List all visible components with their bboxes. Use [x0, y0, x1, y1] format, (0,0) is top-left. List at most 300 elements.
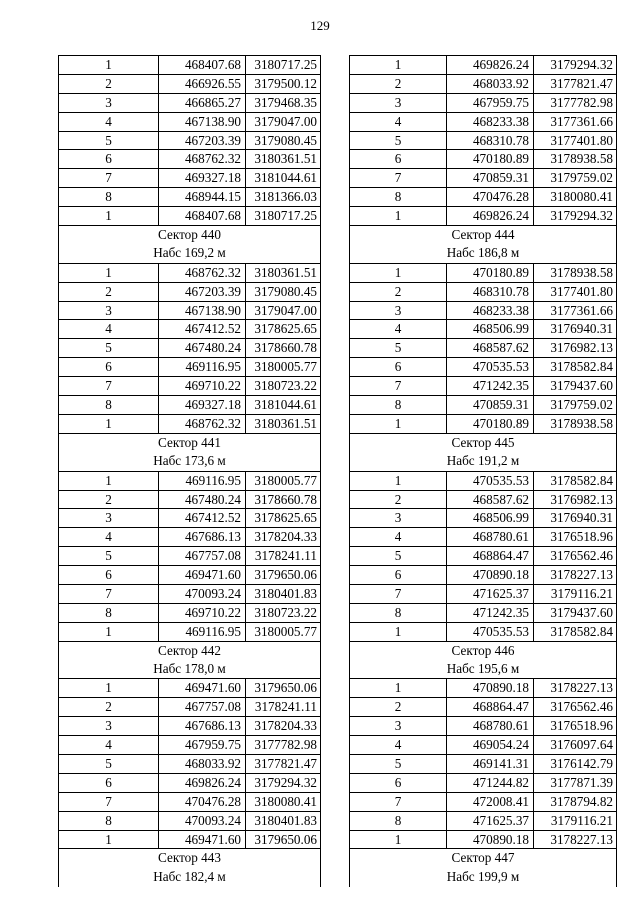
point-number: 2 — [350, 283, 447, 301]
point-number: 6 — [350, 566, 447, 584]
y-coordinate: 3176562.46 — [550, 699, 613, 715]
y-coordinate: 3179650.06 — [254, 680, 317, 696]
y-coordinate: 3177361.66 — [550, 113, 613, 129]
y-coordinate: 3177361.66 — [550, 302, 613, 318]
table-row — [349, 113, 617, 132]
sector-header — [58, 226, 321, 264]
table-row — [58, 169, 321, 188]
point-number: 1 — [59, 623, 159, 641]
y-coordinate: 3180717.25 — [254, 57, 317, 72]
sector-title: Сектор 447 — [451, 850, 515, 866]
x-coordinate: 467480.24 — [159, 491, 246, 509]
table-row — [58, 585, 321, 604]
y-coordinate: 3181044.61 — [254, 170, 317, 186]
x-coordinate: 470476.28 — [159, 793, 246, 811]
x-coordinate: 468233.38 — [447, 113, 534, 131]
point-number: 5 — [59, 547, 159, 565]
sector-title: Сектор 445 — [451, 434, 515, 450]
sector-header — [58, 434, 321, 472]
x-coordinate: 468762.32 — [159, 150, 246, 168]
table-row — [349, 94, 617, 113]
x-coordinate: 468233.38 — [447, 302, 534, 320]
point-number: 4 — [59, 320, 159, 338]
x-coordinate: 468762.32 — [159, 264, 246, 282]
point-number: 3 — [59, 302, 159, 320]
x-coordinate: 468310.78 — [447, 132, 534, 150]
point-number: 4 — [59, 736, 159, 754]
sector-height: Набс 195,6 м — [446, 661, 520, 677]
point-number: 5 — [350, 132, 447, 150]
point-number: 1 — [350, 623, 447, 641]
table-row — [58, 604, 321, 623]
x-coordinate: 469116.95 — [159, 472, 246, 490]
table-row — [349, 793, 617, 812]
y-coordinate: 3180717.25 — [254, 208, 317, 224]
point-number: 1 — [350, 264, 447, 282]
x-coordinate: 468506.99 — [447, 509, 534, 527]
table-row — [58, 94, 321, 113]
y-coordinate: 3178241.11 — [254, 699, 317, 715]
x-coordinate: 470890.18 — [447, 566, 534, 584]
y-coordinate: 3179759.02 — [550, 170, 613, 186]
point-number: 6 — [350, 150, 447, 168]
sector-header — [349, 434, 617, 472]
table-row — [349, 491, 617, 510]
table-row — [349, 528, 617, 547]
y-coordinate: 3178938.58 — [550, 415, 613, 431]
table-row — [349, 396, 617, 415]
table-row — [349, 132, 617, 151]
point-number: 5 — [350, 755, 447, 773]
y-coordinate: 3177782.98 — [254, 737, 317, 753]
y-coordinate: 3179500.12 — [254, 75, 317, 91]
y-coordinate: 3178204.33 — [254, 529, 317, 545]
table-row — [349, 207, 617, 226]
point-number: 1 — [59, 264, 159, 282]
y-coordinate: 3180361.51 — [254, 264, 317, 280]
y-coordinate: 3177401.80 — [550, 132, 613, 148]
table-row — [349, 339, 617, 358]
point-number: 2 — [59, 283, 159, 301]
table-row — [58, 547, 321, 566]
table-row — [349, 169, 617, 188]
table-row — [58, 698, 321, 717]
x-coordinate: 467686.13 — [159, 717, 246, 735]
table-row — [349, 264, 617, 283]
table-row — [58, 831, 321, 850]
y-coordinate: 3176982.13 — [550, 340, 613, 356]
x-coordinate: 468506.99 — [447, 320, 534, 338]
x-coordinate: 468780.61 — [447, 717, 534, 735]
x-coordinate: 469141.31 — [447, 755, 534, 773]
y-coordinate: 3179437.60 — [550, 378, 613, 394]
x-coordinate: 469327.18 — [159, 169, 246, 187]
point-number: 1 — [350, 679, 447, 697]
table-row — [58, 755, 321, 774]
x-coordinate: 470535.53 — [447, 623, 534, 641]
point-number: 2 — [350, 75, 447, 93]
point-number: 7 — [59, 585, 159, 603]
sector-title: Сектор 440 — [158, 227, 221, 243]
table-row — [349, 812, 617, 831]
table-row — [58, 509, 321, 528]
table-row — [58, 793, 321, 812]
x-coordinate: 466865.27 — [159, 94, 246, 112]
y-coordinate: 3176940.31 — [550, 510, 613, 526]
point-number: 3 — [350, 509, 447, 527]
table-row — [349, 623, 617, 642]
point-number: 3 — [59, 509, 159, 527]
sector-height: Набс 191,2 м — [446, 453, 520, 469]
point-number: 5 — [59, 755, 159, 773]
table-row — [349, 755, 617, 774]
table-row — [58, 623, 321, 642]
point-number: 1 — [350, 831, 447, 849]
sector-title: Сектор 443 — [158, 850, 221, 866]
y-coordinate: 3176940.31 — [550, 321, 613, 337]
x-coordinate: 469054.24 — [447, 736, 534, 754]
point-number: 7 — [350, 377, 447, 395]
x-coordinate: 468310.78 — [447, 283, 534, 301]
y-coordinate: 3180080.41 — [550, 189, 613, 205]
y-coordinate: 3176518.96 — [550, 718, 613, 734]
sector-title: Сектор 446 — [451, 642, 515, 658]
table-row — [58, 302, 321, 321]
point-number: 4 — [350, 528, 447, 546]
table-row — [349, 415, 617, 434]
x-coordinate: 471242.35 — [447, 377, 534, 395]
point-number: 7 — [350, 585, 447, 603]
point-number: 4 — [59, 113, 159, 131]
point-number: 1 — [350, 472, 447, 490]
table-row — [58, 339, 321, 358]
point-number: 4 — [350, 736, 447, 754]
point-number: 3 — [59, 717, 159, 735]
point-number: 8 — [350, 396, 447, 414]
point-number: 4 — [59, 528, 159, 546]
table-row — [58, 188, 321, 207]
x-coordinate: 467203.39 — [159, 132, 246, 150]
table-row — [58, 415, 321, 434]
y-coordinate: 3178625.65 — [254, 510, 317, 526]
y-coordinate: 3180401.83 — [254, 585, 317, 601]
table-row — [58, 566, 321, 585]
table-row — [349, 736, 617, 755]
point-number: 7 — [59, 793, 159, 811]
x-coordinate: 468587.62 — [447, 339, 534, 357]
y-coordinate: 3176518.96 — [550, 529, 613, 545]
point-number: 8 — [59, 604, 159, 622]
x-coordinate: 468033.92 — [447, 75, 534, 93]
x-coordinate: 468407.68 — [159, 207, 246, 225]
y-coordinate: 3179047.00 — [254, 113, 317, 129]
y-coordinate: 3178582.84 — [550, 472, 613, 488]
point-number: 3 — [350, 302, 447, 320]
table-row — [349, 188, 617, 207]
table-row — [349, 56, 617, 75]
table-row — [58, 358, 321, 377]
sector-title: Сектор 441 — [158, 434, 221, 450]
table-row — [58, 56, 321, 75]
x-coordinate: 468407.68 — [159, 56, 246, 74]
sector-height: Набс 173,6 м — [153, 453, 226, 469]
y-coordinate: 3180361.51 — [254, 415, 317, 431]
x-coordinate: 467757.08 — [159, 547, 246, 565]
y-coordinate: 3178204.33 — [254, 718, 317, 734]
x-coordinate: 470180.89 — [447, 415, 534, 433]
y-coordinate: 3178660.78 — [254, 491, 317, 507]
y-coordinate: 3179437.60 — [550, 604, 613, 620]
table-row — [349, 377, 617, 396]
y-coordinate: 3180080.41 — [254, 793, 317, 809]
x-coordinate: 468033.92 — [159, 755, 246, 773]
point-number: 7 — [59, 377, 159, 395]
x-coordinate: 471625.37 — [447, 812, 534, 830]
x-coordinate: 470890.18 — [447, 679, 534, 697]
x-coordinate: 471625.37 — [447, 585, 534, 603]
y-coordinate: 3181044.61 — [254, 397, 317, 413]
y-coordinate: 3179650.06 — [254, 831, 317, 847]
x-coordinate: 468587.62 — [447, 491, 534, 509]
sector-height: Набс 169,2 м — [153, 245, 226, 261]
table-row — [58, 774, 321, 793]
sector-height: Набс 186,8 м — [446, 245, 520, 261]
table-row — [58, 679, 321, 698]
table-row — [349, 774, 617, 793]
point-number: 3 — [350, 94, 447, 112]
coordinate-table-right — [349, 55, 617, 887]
sector-header — [58, 642, 321, 680]
sector-title: Сектор 444 — [451, 227, 515, 243]
point-number: 2 — [350, 698, 447, 716]
point-number: 1 — [59, 207, 159, 225]
point-number: 4 — [350, 320, 447, 338]
table-row — [58, 528, 321, 547]
point-number: 2 — [59, 491, 159, 509]
table-row — [349, 75, 617, 94]
table-row — [58, 264, 321, 283]
table-row — [58, 113, 321, 132]
point-number: 6 — [350, 358, 447, 376]
y-coordinate: 3178227.13 — [550, 680, 613, 696]
x-coordinate: 467203.39 — [159, 283, 246, 301]
y-coordinate: 3180005.77 — [254, 359, 317, 375]
y-coordinate: 3179294.32 — [550, 208, 613, 224]
point-number: 7 — [350, 793, 447, 811]
point-number: 8 — [59, 188, 159, 206]
y-coordinate: 3179116.21 — [550, 812, 613, 828]
table-row — [58, 132, 321, 151]
x-coordinate: 469327.18 — [159, 396, 246, 414]
x-coordinate: 467959.75 — [447, 94, 534, 112]
y-coordinate: 3178582.84 — [550, 359, 613, 375]
point-number: 2 — [59, 698, 159, 716]
point-number: 3 — [59, 94, 159, 112]
table-row — [349, 509, 617, 528]
y-coordinate: 3178625.65 — [254, 321, 317, 337]
y-coordinate: 3178227.13 — [550, 831, 613, 847]
table-row — [349, 547, 617, 566]
table-row — [349, 679, 617, 698]
x-coordinate: 467480.24 — [159, 339, 246, 357]
point-number: 8 — [59, 812, 159, 830]
x-coordinate: 471244.82 — [447, 774, 534, 792]
x-coordinate: 470890.18 — [447, 831, 534, 849]
table-row — [349, 150, 617, 169]
y-coordinate: 3180401.83 — [254, 812, 317, 828]
point-number: 1 — [59, 415, 159, 433]
point-number: 2 — [59, 75, 159, 93]
point-number: 3 — [350, 717, 447, 735]
point-number: 6 — [350, 774, 447, 792]
table-row — [349, 831, 617, 850]
table-row — [58, 75, 321, 94]
y-coordinate: 3176982.13 — [550, 491, 613, 507]
table-row — [58, 320, 321, 339]
x-coordinate: 469471.60 — [159, 831, 246, 849]
point-number: 6 — [59, 150, 159, 168]
y-coordinate: 3179080.45 — [254, 283, 317, 299]
x-coordinate: 470535.53 — [447, 358, 534, 376]
point-number: 1 — [350, 415, 447, 433]
sector-header — [349, 849, 617, 887]
x-coordinate: 470180.89 — [447, 150, 534, 168]
x-coordinate: 469710.22 — [159, 604, 246, 622]
x-coordinate: 469116.95 — [159, 623, 246, 641]
point-number: 5 — [59, 132, 159, 150]
table-row — [58, 472, 321, 491]
x-coordinate: 467138.90 — [159, 302, 246, 320]
x-coordinate: 466926.55 — [159, 75, 246, 93]
table-row — [349, 566, 617, 585]
point-number: 8 — [350, 604, 447, 622]
point-number: 7 — [350, 169, 447, 187]
y-coordinate: 3180723.22 — [254, 378, 317, 394]
x-coordinate: 467412.52 — [159, 509, 246, 527]
y-coordinate: 3178227.13 — [550, 567, 613, 583]
point-number: 8 — [59, 396, 159, 414]
point-number: 7 — [59, 169, 159, 187]
sector-header — [349, 642, 617, 680]
y-coordinate: 3178794.82 — [550, 793, 613, 809]
x-coordinate: 470093.24 — [159, 585, 246, 603]
table-row — [58, 150, 321, 169]
x-coordinate: 470859.31 — [447, 169, 534, 187]
y-coordinate: 3179294.32 — [550, 57, 613, 72]
y-coordinate: 3177401.80 — [550, 283, 613, 299]
point-number: 6 — [59, 358, 159, 376]
y-coordinate: 3179294.32 — [254, 774, 317, 790]
y-coordinate: 3180361.51 — [254, 151, 317, 167]
point-number: 1 — [59, 831, 159, 849]
x-coordinate: 467412.52 — [159, 320, 246, 338]
x-coordinate: 467959.75 — [159, 736, 246, 754]
x-coordinate: 470180.89 — [447, 264, 534, 282]
y-coordinate: 3177821.47 — [254, 756, 317, 771]
y-coordinate: 3180723.22 — [254, 604, 317, 620]
x-coordinate: 470535.53 — [447, 472, 534, 490]
point-number: 6 — [59, 566, 159, 584]
x-coordinate: 469826.24 — [159, 774, 246, 792]
y-coordinate: 3178582.84 — [550, 623, 613, 639]
sector-height: Набс 178,0 м — [153, 661, 226, 677]
x-coordinate: 469710.22 — [159, 377, 246, 395]
table-row — [58, 207, 321, 226]
point-number: 4 — [350, 113, 447, 131]
table-row — [58, 491, 321, 510]
y-coordinate: 3176097.64 — [550, 737, 613, 753]
table-row — [58, 736, 321, 755]
x-coordinate: 467138.90 — [159, 113, 246, 131]
y-coordinate: 3179047.00 — [254, 302, 317, 318]
sector-header — [58, 849, 321, 887]
y-coordinate: 3179650.06 — [254, 567, 317, 583]
sector-header — [349, 226, 617, 264]
table-row — [349, 302, 617, 321]
sector-height: Набс 199,9 м — [446, 868, 520, 884]
table-row — [349, 717, 617, 736]
table-row — [58, 283, 321, 302]
table-row — [349, 283, 617, 302]
y-coordinate: 3179116.21 — [550, 585, 613, 601]
x-coordinate: 468864.47 — [447, 698, 534, 716]
table-row — [58, 396, 321, 415]
y-coordinate: 3177782.98 — [550, 94, 613, 110]
y-coordinate: 3176142.79 — [550, 756, 613, 771]
x-coordinate: 471242.35 — [447, 604, 534, 622]
table-row — [349, 472, 617, 491]
x-coordinate: 472008.41 — [447, 793, 534, 811]
x-coordinate: 470093.24 — [159, 812, 246, 830]
table-row — [58, 717, 321, 736]
y-coordinate: 3177871.39 — [550, 774, 613, 790]
x-coordinate: 469116.95 — [159, 358, 246, 376]
x-coordinate: 467757.08 — [159, 698, 246, 716]
y-coordinate: 3180005.77 — [254, 623, 317, 639]
x-coordinate: 470476.28 — [447, 188, 534, 206]
x-coordinate: 468762.32 — [159, 415, 246, 433]
page-number: 129 — [310, 18, 330, 33]
point-number: 1 — [350, 56, 447, 74]
y-coordinate: 3179080.45 — [254, 132, 317, 148]
y-coordinate: 3178938.58 — [550, 151, 613, 167]
x-coordinate: 469826.24 — [447, 56, 534, 74]
point-number: 6 — [59, 774, 159, 792]
y-coordinate: 3180005.77 — [254, 472, 317, 488]
y-coordinate: 3179759.02 — [550, 397, 613, 413]
point-number: 1 — [59, 679, 159, 697]
x-coordinate: 470859.31 — [447, 396, 534, 414]
table-row — [349, 320, 617, 339]
y-coordinate: 3179468.35 — [254, 94, 317, 110]
x-coordinate: 468780.61 — [447, 528, 534, 546]
x-coordinate: 469826.24 — [447, 207, 534, 225]
point-number: 1 — [350, 207, 447, 225]
x-coordinate: 469471.60 — [159, 566, 246, 584]
point-number: 5 — [350, 547, 447, 565]
y-coordinate: 3178241.11 — [254, 548, 317, 564]
sector-height: Набс 182,4 м — [153, 868, 226, 884]
point-number: 5 — [59, 339, 159, 357]
y-coordinate: 3181366.03 — [254, 189, 317, 205]
table-row — [58, 812, 321, 831]
coordinate-table-left — [58, 55, 321, 887]
point-number: 1 — [59, 472, 159, 490]
point-number: 1 — [59, 56, 159, 74]
x-coordinate: 468944.15 — [159, 188, 246, 206]
point-number: 5 — [350, 339, 447, 357]
x-coordinate: 467686.13 — [159, 528, 246, 546]
